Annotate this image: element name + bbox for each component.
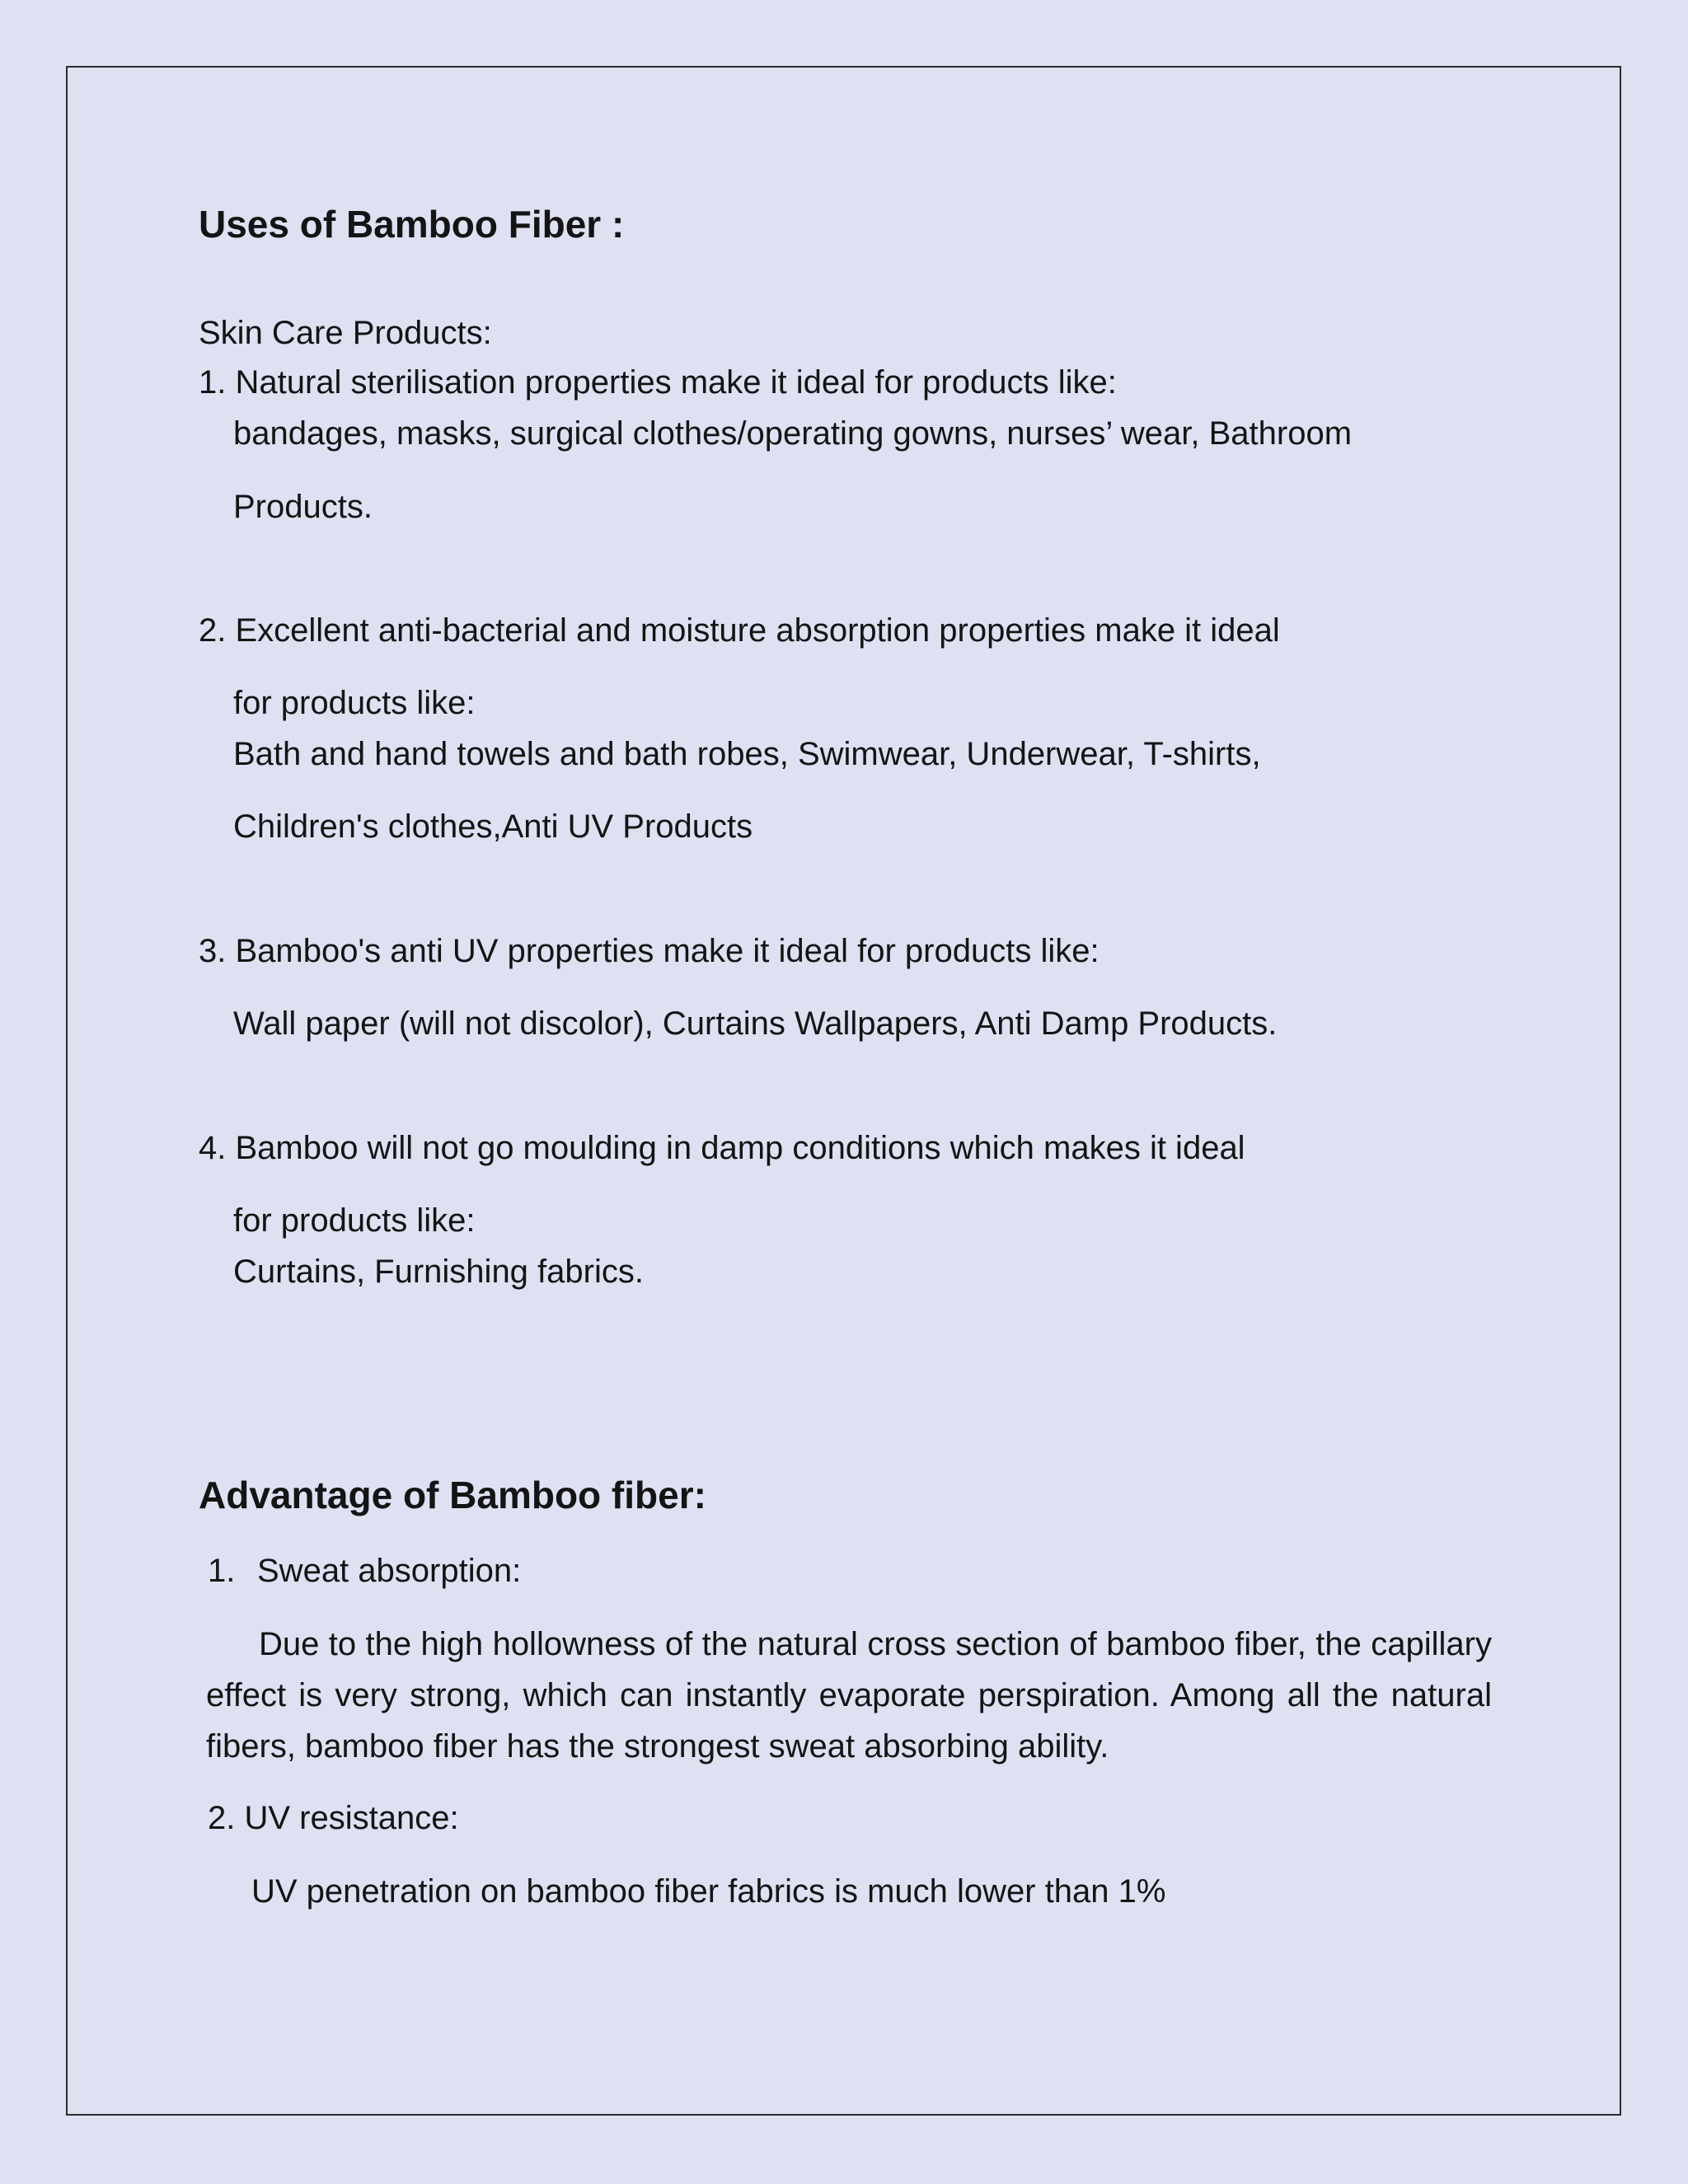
uses-item-1-lead: 1. Natural sterilisation properties make it ideal for products like: [199,364,1117,401]
advantage-item-1-number: 1. [208,1553,236,1589]
uses-item-3-lead: 3. Bamboo's anti UV properties make it ideal for products like: [199,933,1100,969]
advantage-item-2-title: 2. UV resistance: [208,1800,459,1836]
uses-item-2-lead: 2. Excellent anti-bacterial and moisture absorption properties make it ideal [199,612,1280,649]
advantage-item-1-title: Sweat absorption: [257,1553,522,1589]
uses-item-3-line-1: Wall paper (will not discolor), Curtains Wallpapers, Anti Damp Products. [233,1005,1278,1042]
uses-item-4-line-2: Curtains, Furnishing fabrics. [233,1254,644,1290]
uses-item-1-line-1: bandages, masks, surgical clothes/operating gowns, nurses’ wear, Bathroom [233,415,1353,452]
uses-category: Skin Care Products: [199,315,492,351]
uses-item-1-line-2: Products. [233,489,373,525]
uses-item-2-line-2: Bath and hand towels and bath robes, Swimwear, Underwear, T-shirts, [233,736,1261,772]
advantage-heading: Advantage of Bamboo fiber: [199,1474,706,1516]
uses-item-2-line-3: Children's clothes,Anti UV Products [233,808,753,845]
uses-item-4-line-1: for products like: [233,1202,476,1239]
advantage-item-1-body: Due to the high hollowness of the natural cross section of bamboo fiber, the capillary effect is very strong, which can instantly evaporate perspiration. Among all the natural fibers, bamboo fiber has the strongest sweat absorbing ability. [206,1626,1492,1765]
advantage-item-2-body: UV penetration on bamboo fiber fabrics is much lower than 1% [251,1873,1166,1910]
uses-item-2-line-1: for products like: [233,685,476,721]
uses-item-4-lead: 4. Bamboo will not go moulding in damp conditions which makes it ideal [199,1130,1245,1166]
uses-heading: Uses of Bamboo Fiber : [199,203,625,246]
